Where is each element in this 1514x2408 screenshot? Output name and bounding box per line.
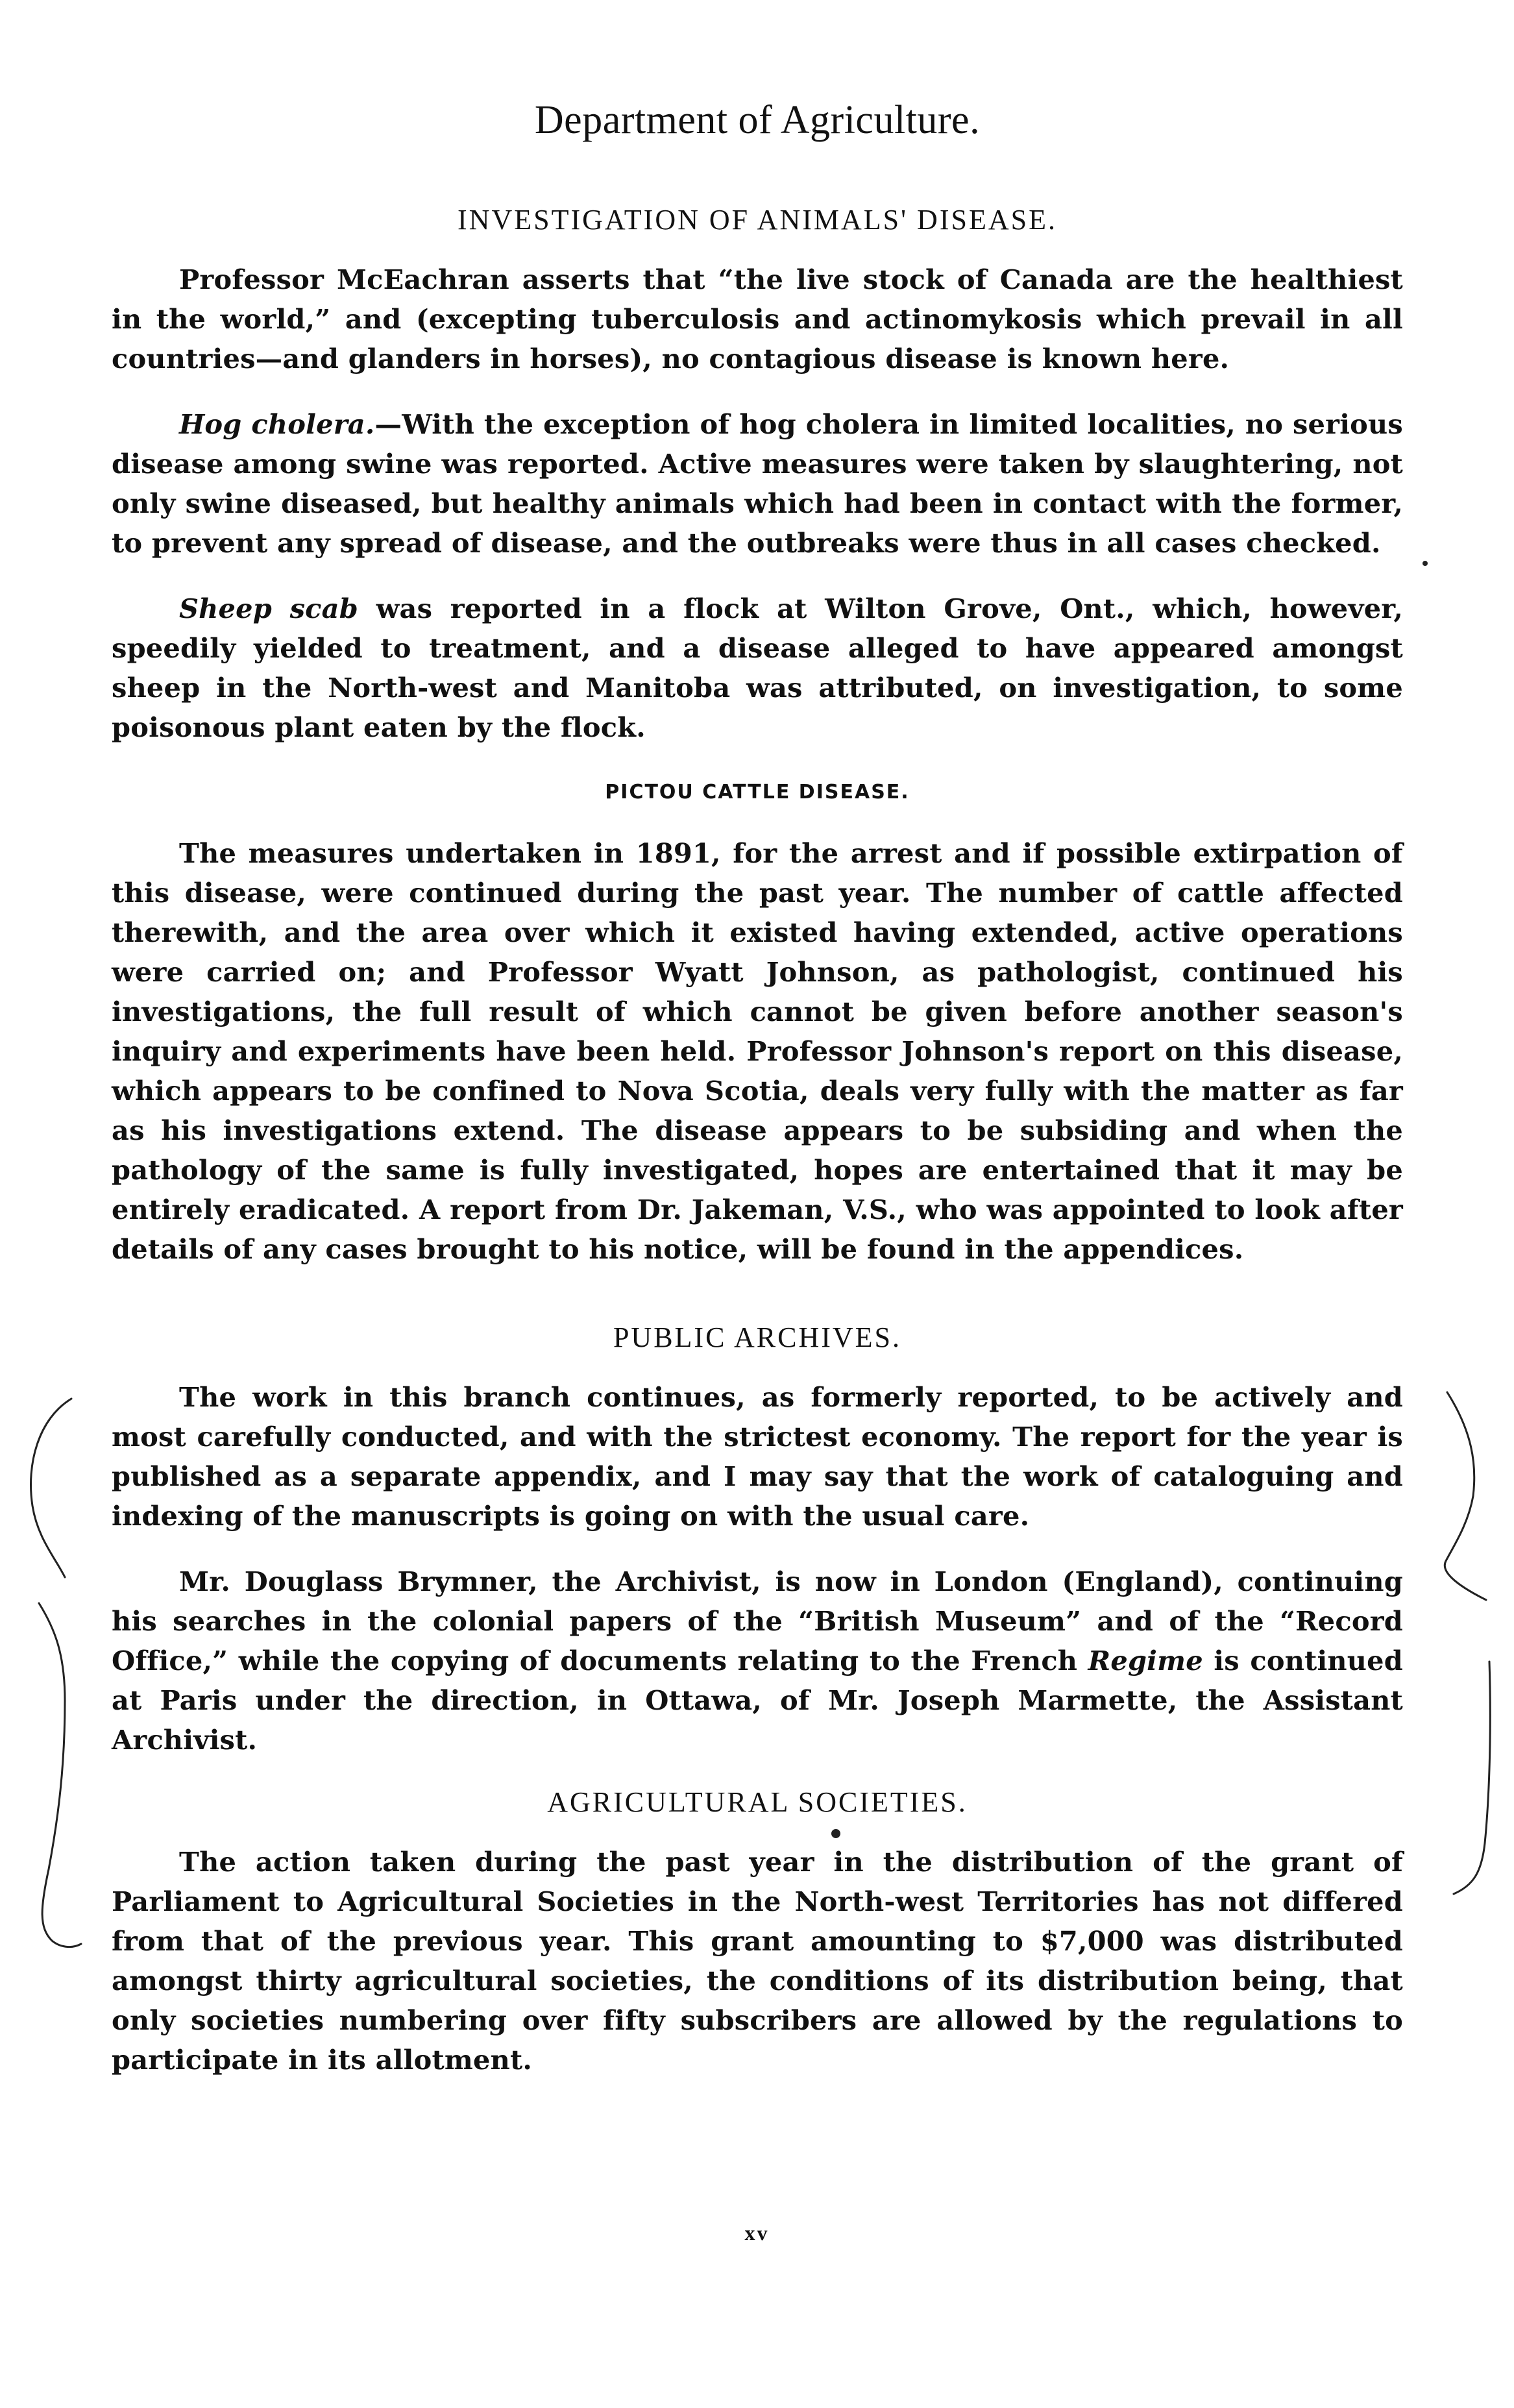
run-in-lead: Sheep scab (179, 593, 358, 624)
paragraph (112, 1562, 1403, 1760)
right-bracket-lower (1454, 1662, 1490, 1894)
paragraph: Professor McEachran asserts that “the live stock of Canada are the healthiest in the world,” and (excepting tuberculosis and actinomykosis which prevail in all countries—and glanders in horses), no contagious disease is known here. (112, 264, 1403, 375)
paragraph-body: is continued at Paris under the direction, in Ottawa, of Mr. Joseph Marmette, the Assistant Archivist. (112, 1645, 1403, 1756)
text-column (112, 97, 1403, 2106)
heading-animal-disease: INVESTIGATION OF ANIMALS' DISEASE. (458, 204, 1057, 236)
paragraph (112, 589, 1403, 747)
page-number: xv (744, 2221, 770, 2244)
paragraph (112, 404, 1403, 563)
running-head: Department of Agriculture. (534, 98, 981, 142)
emphasis: Regime (1088, 1645, 1203, 1677)
paragraph-body: Mr. Douglass Brymner, the Archivist, is now in London (England), continuing his searches in the colonial papers of the “British Museum” and of the “Record Office,” while the copying of documents relating to the French (112, 1566, 1403, 1677)
left-bracket-lower (39, 1603, 81, 1947)
left-bracket-upper (31, 1399, 72, 1577)
right-bracket-upper (1445, 1392, 1486, 1600)
paragraph-body: was reported in a flock at Wilton Grove, Ont., which, however, speedily yielded to treatment, and a disease alleged to have appeared amongst sheep in the North-west and Manitoba was attributed, on investigation, to some poisonous plant eaten by the flock. (112, 593, 1403, 743)
run-in-lead: Hog cholera. (179, 408, 375, 440)
paragraph: The measures undertaken in 1891, for the arrest and if possible extirpation of this disease, were continued during the past year. The number of cattle affected therewith, and the area over which it existed having extended, active operations were carried on; and Professor Wyatt Johnson, as pathologist, continued his investigations, the full result of which cannot be given before another season's inquiry and experiments have been held. Professor Johnson's report on this disease, which appears to be confined to Nova Scotia, deals very fully with the matter as far as his investigations extend. The disease appears to be subsiding and when the pathology of the same is fully investigated, hopes are entertained that it may be entirely eradicated. A report from Dr. Jakeman, V.S., who was appointed to look after details of any cases brought to his notice, will be found in the appendices. (112, 837, 1403, 1265)
heading-pictou-cattle-disease: PICTOU CATTLE DISEASE. (605, 781, 910, 804)
paragraph: The action taken during the past year in the distribution of the grant of Parliament to Agricultural Societies in the North-west Territories has not differed from that of the previous year. This grant amounting to $7,000 was distributed amongst thirty agricultural societies, the conditions of its distribution being, that only societies numbering over fifty subscribers are allowed by the regulations to participate in its allotment. (112, 1846, 1403, 2076)
heading-public-archives: PUBLIC ARCHIVES. (613, 1321, 902, 1353)
paragraph-body: —With the exception of hog cholera in limited localities, no serious disease among swine was reported. Active measures were taken by slaughtering, not only swine diseased, but healthy animals which had been in contact with the former, to prevent any spread of disease, and the outbreaks were thus in all cases checked. (112, 408, 1403, 559)
paragraph: The work in this branch continues, as formerly reported, to be actively and most carefully conducted, and with the strictest economy. The report for the year is published as a separate appendix, and I may say that the work of cataloguing and indexing of the manuscripts is going on with the usual care. (112, 1381, 1403, 1532)
margin-dot (1422, 561, 1428, 566)
heading-agricultural-societies: AGRICULTURAL SOCIETIES. (547, 1786, 968, 1818)
